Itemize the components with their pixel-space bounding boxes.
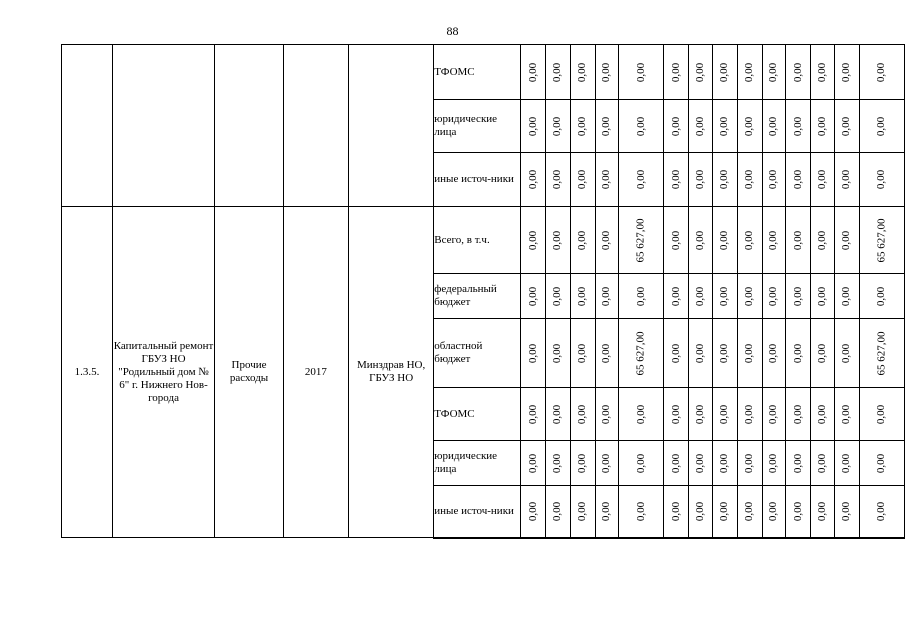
value-text: 0,00 xyxy=(526,343,539,363)
value-cell xyxy=(570,388,595,441)
value-text: 0,00 xyxy=(875,501,888,521)
value-text: 0,00 xyxy=(600,230,613,250)
responsible-org xyxy=(348,45,433,207)
value-text: 65 627,00 xyxy=(875,218,888,262)
value-cell xyxy=(713,486,738,538)
value-cell xyxy=(811,441,835,486)
expense-type xyxy=(215,45,284,207)
funding-source: областной бюджет xyxy=(434,319,521,388)
value-text: 0,00 xyxy=(600,116,613,136)
value-cell xyxy=(811,274,835,319)
value-cell xyxy=(570,274,595,319)
value-cell xyxy=(737,45,762,100)
value-cell xyxy=(521,441,546,486)
value-cell xyxy=(859,153,904,207)
value-cell xyxy=(521,274,546,319)
value-text: 0,00 xyxy=(840,62,853,82)
item-code: 1.3.5. xyxy=(62,207,113,538)
value-cell xyxy=(595,153,619,207)
value-text: 0,00 xyxy=(791,501,804,521)
value-text: 0,00 xyxy=(600,62,613,82)
value-cell xyxy=(689,441,713,486)
value-cell xyxy=(546,100,571,153)
value-cell xyxy=(521,486,546,538)
value-cell xyxy=(619,441,664,486)
value-cell xyxy=(762,274,786,319)
value-text: 0,00 xyxy=(576,169,589,190)
value-cell xyxy=(811,388,835,441)
value-text: 0,00 xyxy=(791,343,804,363)
value-cell xyxy=(859,319,904,388)
value-text: 0,00 xyxy=(840,404,853,424)
value-text: 0,00 xyxy=(551,453,564,473)
table-row xyxy=(62,207,905,274)
value-text: 0,00 xyxy=(669,404,682,424)
funding-source: Всего, в т.ч. xyxy=(434,207,521,274)
value-cell xyxy=(762,441,786,486)
value-cell xyxy=(737,388,762,441)
value-text: 0,00 xyxy=(669,286,682,306)
value-cell xyxy=(835,388,860,441)
value-cell xyxy=(689,153,713,207)
value-text: 0,00 xyxy=(669,62,682,82)
value-cell xyxy=(762,319,786,388)
value-text: 0,00 xyxy=(551,501,564,521)
value-text: 0,00 xyxy=(875,169,888,190)
value-cell xyxy=(546,319,571,388)
value-text: 0,00 xyxy=(576,230,589,250)
value-text: 0,00 xyxy=(840,230,853,250)
value-cell xyxy=(619,319,664,388)
value-cell xyxy=(786,274,811,319)
value-cell xyxy=(664,274,689,319)
value-cell xyxy=(570,319,595,388)
value-text: 0,00 xyxy=(718,169,731,190)
value-cell xyxy=(664,207,689,274)
value-cell xyxy=(570,486,595,538)
value-text: 0,00 xyxy=(767,116,780,136)
value-cell xyxy=(835,45,860,100)
value-cell xyxy=(786,486,811,538)
value-text: 0,00 xyxy=(791,230,804,250)
value-cell xyxy=(664,153,689,207)
value-text: 0,00 xyxy=(600,404,613,424)
item-name xyxy=(112,45,214,207)
value-cell xyxy=(811,100,835,153)
value-text: 0,00 xyxy=(576,453,589,473)
value-text: 0,00 xyxy=(875,453,888,473)
value-text: 0,00 xyxy=(634,169,647,190)
value-text: 0,00 xyxy=(816,169,829,190)
value-text: 65 627,00 xyxy=(634,331,647,375)
value-text: 0,00 xyxy=(600,501,613,521)
value-cell xyxy=(689,486,713,538)
value-cell xyxy=(835,486,860,538)
value-cell xyxy=(737,319,762,388)
value-cell xyxy=(546,274,571,319)
expense-type: Прочие расходы xyxy=(215,207,284,538)
value-cell xyxy=(786,153,811,207)
value-text: 0,00 xyxy=(791,116,804,136)
year: 2017 xyxy=(283,207,348,538)
value-cell xyxy=(619,100,664,153)
value-cell xyxy=(570,45,595,100)
value-cell xyxy=(737,100,762,153)
value-text: 0,00 xyxy=(816,116,829,136)
value-text: 0,00 xyxy=(718,62,731,82)
value-text: 0,00 xyxy=(767,404,780,424)
value-text: 0,00 xyxy=(634,453,647,473)
value-text: 0,00 xyxy=(743,230,756,250)
value-cell xyxy=(619,207,664,274)
funding-source: юридические лица xyxy=(434,100,521,153)
value-text: 0,00 xyxy=(669,453,682,473)
responsible-org: Минздрав НО, ГБУЗ НО xyxy=(348,207,433,538)
value-cell xyxy=(811,153,835,207)
value-text: 0,00 xyxy=(743,404,756,424)
value-text: 0,00 xyxy=(791,286,804,306)
value-text: 0,00 xyxy=(576,343,589,363)
funding-source: ТФОМС xyxy=(434,45,521,100)
value-cell xyxy=(546,388,571,441)
value-cell xyxy=(689,274,713,319)
value-text: 0,00 xyxy=(816,62,829,82)
value-cell xyxy=(835,274,860,319)
value-text: 0,00 xyxy=(791,62,804,82)
value-cell xyxy=(859,45,904,100)
value-text: 0,00 xyxy=(669,343,682,363)
value-cell xyxy=(762,486,786,538)
value-cell xyxy=(546,441,571,486)
value-cell xyxy=(595,45,619,100)
value-cell xyxy=(786,207,811,274)
value-text: 0,00 xyxy=(743,116,756,136)
value-text: 0,00 xyxy=(816,286,829,306)
value-text: 0,00 xyxy=(634,62,647,82)
value-text: 0,00 xyxy=(718,230,731,250)
value-cell xyxy=(619,274,664,319)
value-cell xyxy=(762,100,786,153)
value-text: 0,00 xyxy=(840,501,853,521)
value-text: 0,00 xyxy=(600,169,613,190)
value-cell xyxy=(811,486,835,538)
funding-source: ТФОМС xyxy=(434,388,521,441)
value-cell xyxy=(664,100,689,153)
value-cell xyxy=(546,486,571,538)
value-text: 0,00 xyxy=(694,62,707,82)
value-text: 0,00 xyxy=(576,404,589,424)
value-cell xyxy=(713,100,738,153)
value-cell xyxy=(713,45,738,100)
value-cell xyxy=(835,153,860,207)
value-cell xyxy=(521,319,546,388)
value-text: 0,00 xyxy=(791,404,804,424)
value-cell xyxy=(737,153,762,207)
value-cell xyxy=(595,441,619,486)
value-text: 0,00 xyxy=(875,116,888,136)
value-text: 0,00 xyxy=(526,404,539,424)
value-text: 0,00 xyxy=(576,286,589,306)
value-text: 65 627,00 xyxy=(875,331,888,375)
value-text: 0,00 xyxy=(767,286,780,306)
funding-source: иные источ-ники xyxy=(434,153,521,207)
value-cell xyxy=(664,319,689,388)
value-cell xyxy=(786,319,811,388)
value-text: 0,00 xyxy=(694,116,707,136)
value-cell xyxy=(619,45,664,100)
value-text: 0,00 xyxy=(767,230,780,250)
value-cell xyxy=(811,319,835,388)
value-text: 0,00 xyxy=(669,169,682,190)
value-cell xyxy=(595,100,619,153)
value-cell xyxy=(859,100,904,153)
value-cell xyxy=(786,100,811,153)
value-text: 0,00 xyxy=(694,169,707,190)
funding-source: федеральный бюджет xyxy=(434,274,521,319)
value-cell xyxy=(664,45,689,100)
value-text: 0,00 xyxy=(526,286,539,306)
value-cell xyxy=(664,388,689,441)
value-cell xyxy=(859,486,904,538)
value-text: 0,00 xyxy=(767,501,780,521)
value-text: 0,00 xyxy=(743,343,756,363)
value-text: 0,00 xyxy=(526,62,539,82)
value-cell xyxy=(619,153,664,207)
value-text: 0,00 xyxy=(767,453,780,473)
value-cell xyxy=(835,100,860,153)
value-text: 0,00 xyxy=(875,62,888,82)
value-text: 0,00 xyxy=(791,453,804,473)
value-text: 0,00 xyxy=(743,501,756,521)
value-cell xyxy=(570,207,595,274)
value-cell xyxy=(835,207,860,274)
value-cell xyxy=(595,207,619,274)
value-cell xyxy=(811,45,835,100)
value-cell xyxy=(762,388,786,441)
value-cell xyxy=(570,153,595,207)
value-text: 0,00 xyxy=(551,230,564,250)
value-text: 0,00 xyxy=(718,404,731,424)
value-cell xyxy=(713,441,738,486)
value-cell xyxy=(689,207,713,274)
value-text: 0,00 xyxy=(576,116,589,136)
table-row xyxy=(62,45,905,100)
value-text: 0,00 xyxy=(840,169,853,190)
value-cell xyxy=(546,45,571,100)
value-text: 0,00 xyxy=(816,453,829,473)
value-text: 0,00 xyxy=(840,116,853,136)
value-text: 0,00 xyxy=(743,62,756,82)
value-text: 0,00 xyxy=(791,169,804,190)
value-text: 0,00 xyxy=(526,453,539,473)
value-text: 0,00 xyxy=(600,343,613,363)
value-text: 0,00 xyxy=(718,453,731,473)
value-cell xyxy=(835,441,860,486)
value-cell xyxy=(664,486,689,538)
value-cell xyxy=(595,486,619,538)
value-text: 0,00 xyxy=(526,169,539,190)
value-text: 0,00 xyxy=(694,501,707,521)
item-name: Капитальный ремонт ГБУЗ НО "Родильный дом № 6" г. Нижнего Нов-города xyxy=(112,207,214,538)
value-cell xyxy=(521,153,546,207)
value-text: 0,00 xyxy=(551,286,564,306)
value-text: 0,00 xyxy=(526,116,539,136)
value-cell xyxy=(713,153,738,207)
value-text: 0,00 xyxy=(669,230,682,250)
value-text: 0,00 xyxy=(816,230,829,250)
value-text: 0,00 xyxy=(694,343,707,363)
budget-table xyxy=(61,44,905,539)
value-text: 0,00 xyxy=(718,501,731,521)
value-text: 0,00 xyxy=(551,62,564,82)
value-cell xyxy=(859,274,904,319)
value-text: 0,00 xyxy=(526,501,539,521)
value-text: 0,00 xyxy=(875,286,888,306)
value-cell xyxy=(737,207,762,274)
value-cell xyxy=(737,486,762,538)
value-cell xyxy=(546,153,571,207)
value-text: 0,00 xyxy=(840,343,853,363)
value-text: 0,00 xyxy=(576,501,589,521)
value-text: 0,00 xyxy=(875,404,888,424)
value-cell xyxy=(689,100,713,153)
value-cell xyxy=(762,45,786,100)
value-text: 0,00 xyxy=(816,343,829,363)
value-text: 0,00 xyxy=(718,343,731,363)
value-text: 0,00 xyxy=(526,230,539,250)
value-cell xyxy=(713,274,738,319)
value-cell xyxy=(737,441,762,486)
value-cell xyxy=(521,388,546,441)
value-text: 0,00 xyxy=(669,501,682,521)
value-cell xyxy=(595,274,619,319)
value-text: 0,00 xyxy=(694,286,707,306)
value-text: 0,00 xyxy=(743,169,756,190)
value-cell xyxy=(619,388,664,441)
funding-source: юридические лица xyxy=(434,441,521,486)
value-cell xyxy=(737,274,762,319)
value-cell xyxy=(619,486,664,538)
value-text: 0,00 xyxy=(551,116,564,136)
value-cell xyxy=(570,100,595,153)
value-cell xyxy=(595,319,619,388)
value-cell xyxy=(786,45,811,100)
funding-source: иные источ-ники xyxy=(434,486,521,538)
value-cell xyxy=(689,319,713,388)
value-text: 0,00 xyxy=(551,169,564,190)
value-text: 0,00 xyxy=(669,116,682,136)
page-number: 88 xyxy=(446,24,459,38)
value-text: 0,00 xyxy=(634,286,647,306)
value-cell xyxy=(713,207,738,274)
value-cell xyxy=(762,207,786,274)
value-text: 0,00 xyxy=(743,286,756,306)
value-text: 0,00 xyxy=(634,116,647,136)
value-cell xyxy=(689,45,713,100)
value-text: 0,00 xyxy=(576,62,589,82)
value-cell xyxy=(595,388,619,441)
value-cell xyxy=(546,207,571,274)
value-cell xyxy=(786,441,811,486)
item-code xyxy=(62,45,113,207)
value-text: 0,00 xyxy=(634,404,647,424)
value-cell xyxy=(713,388,738,441)
value-text: 0,00 xyxy=(840,453,853,473)
value-cell xyxy=(570,441,595,486)
value-text: 0,00 xyxy=(718,116,731,136)
value-cell xyxy=(689,388,713,441)
value-text: 0,00 xyxy=(767,169,780,190)
value-cell xyxy=(835,319,860,388)
value-cell xyxy=(713,319,738,388)
value-text: 0,00 xyxy=(634,501,647,521)
value-text: 0,00 xyxy=(694,404,707,424)
value-text: 0,00 xyxy=(816,501,829,521)
value-cell xyxy=(859,388,904,441)
value-cell xyxy=(521,100,546,153)
value-text: 0,00 xyxy=(840,286,853,306)
value-text: 0,00 xyxy=(767,62,780,82)
value-cell xyxy=(811,207,835,274)
value-text: 0,00 xyxy=(767,343,780,363)
value-text: 0,00 xyxy=(743,453,756,473)
value-cell xyxy=(859,441,904,486)
value-text: 0,00 xyxy=(718,286,731,306)
value-text: 0,00 xyxy=(551,343,564,363)
value-cell xyxy=(859,207,904,274)
value-cell xyxy=(762,153,786,207)
year xyxy=(283,45,348,207)
value-cell xyxy=(521,45,546,100)
value-text: 0,00 xyxy=(600,453,613,473)
value-text: 65 627,00 xyxy=(634,218,647,262)
value-text: 0,00 xyxy=(694,230,707,250)
value-cell xyxy=(664,441,689,486)
value-text: 0,00 xyxy=(694,453,707,473)
value-text: 0,00 xyxy=(600,286,613,306)
value-cell xyxy=(786,388,811,441)
value-text: 0,00 xyxy=(551,404,564,424)
value-cell xyxy=(521,207,546,274)
value-text: 0,00 xyxy=(816,404,829,424)
